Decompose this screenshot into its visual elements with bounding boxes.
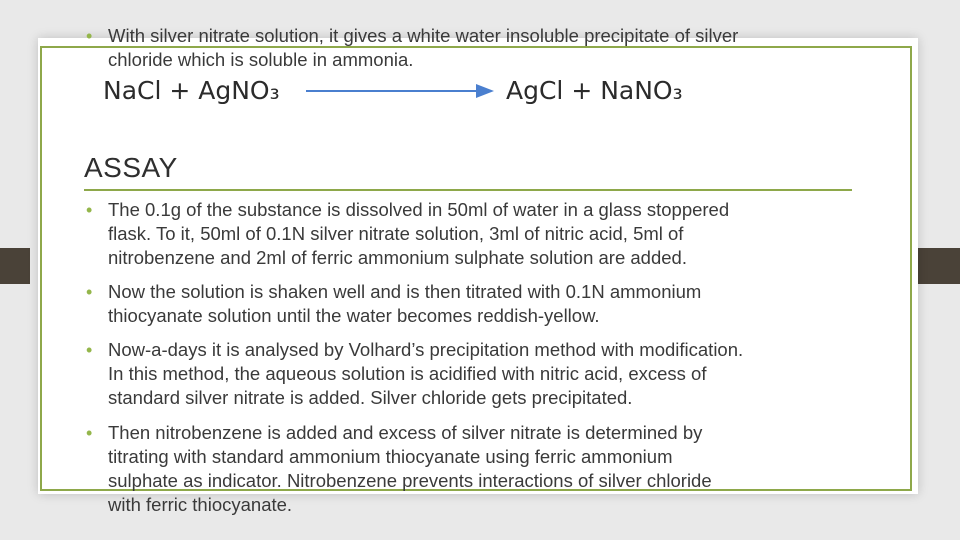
bullet-icon: • [86,423,93,443]
bullet-icon: • [86,340,93,360]
list-item [86,338,886,410]
list-item [86,280,876,328]
list-item-text: The 0.1g of the substance is dissolved in 50ml of water in a glass stoppered flask. To it, 50ml of 0.1N silver nitrate solution, 3ml of nitric acid, 5ml of nitrobenzene and 2ml of ferric ammonium sulphate solution are added. [108,199,730,268]
intro-text: With silver nitrate solution, it gives a white water insoluble precipitate of silver chloride which is soluble in ammonia. [108,25,739,70]
intro-bullet [86,24,876,72]
bullet-icon: • [86,282,93,302]
equation-rhs: AgCl + NaNO₃ [506,76,683,105]
heading-underline [84,189,852,191]
section-heading: ASSAY [84,152,178,183]
equation-lhs: NaCl + AgNO₃ [103,76,280,105]
left-side-tab [0,248,30,284]
list-item [86,421,876,517]
list-item [86,198,876,270]
list-item-text: Now-a-days it is analysed by Volhard’s precipitation method with modification. In this method, the aqueous solution is acidified with nitric acid, excess of standard silver nitrate is added. Silver chloride gets precipitated. [108,339,744,408]
list-item-text: Now the solution is shaken well and is then titrated with 0.1N ammonium thiocyanate solution until the water becomes reddish-yellow. [108,281,702,326]
reaction-arrow-icon [306,80,496,102]
bullet-icon: • [86,26,93,46]
bullet-icon: • [86,200,93,220]
list-item-text: Then nitrobenzene is added and excess of silver nitrate is determined by titrating with standard ammonium thiocyanate using ferric ammonium sulphate as indicator. Nitrobenzene prevents interactions of silver chloride with ferric thiocyanate. [108,422,712,515]
